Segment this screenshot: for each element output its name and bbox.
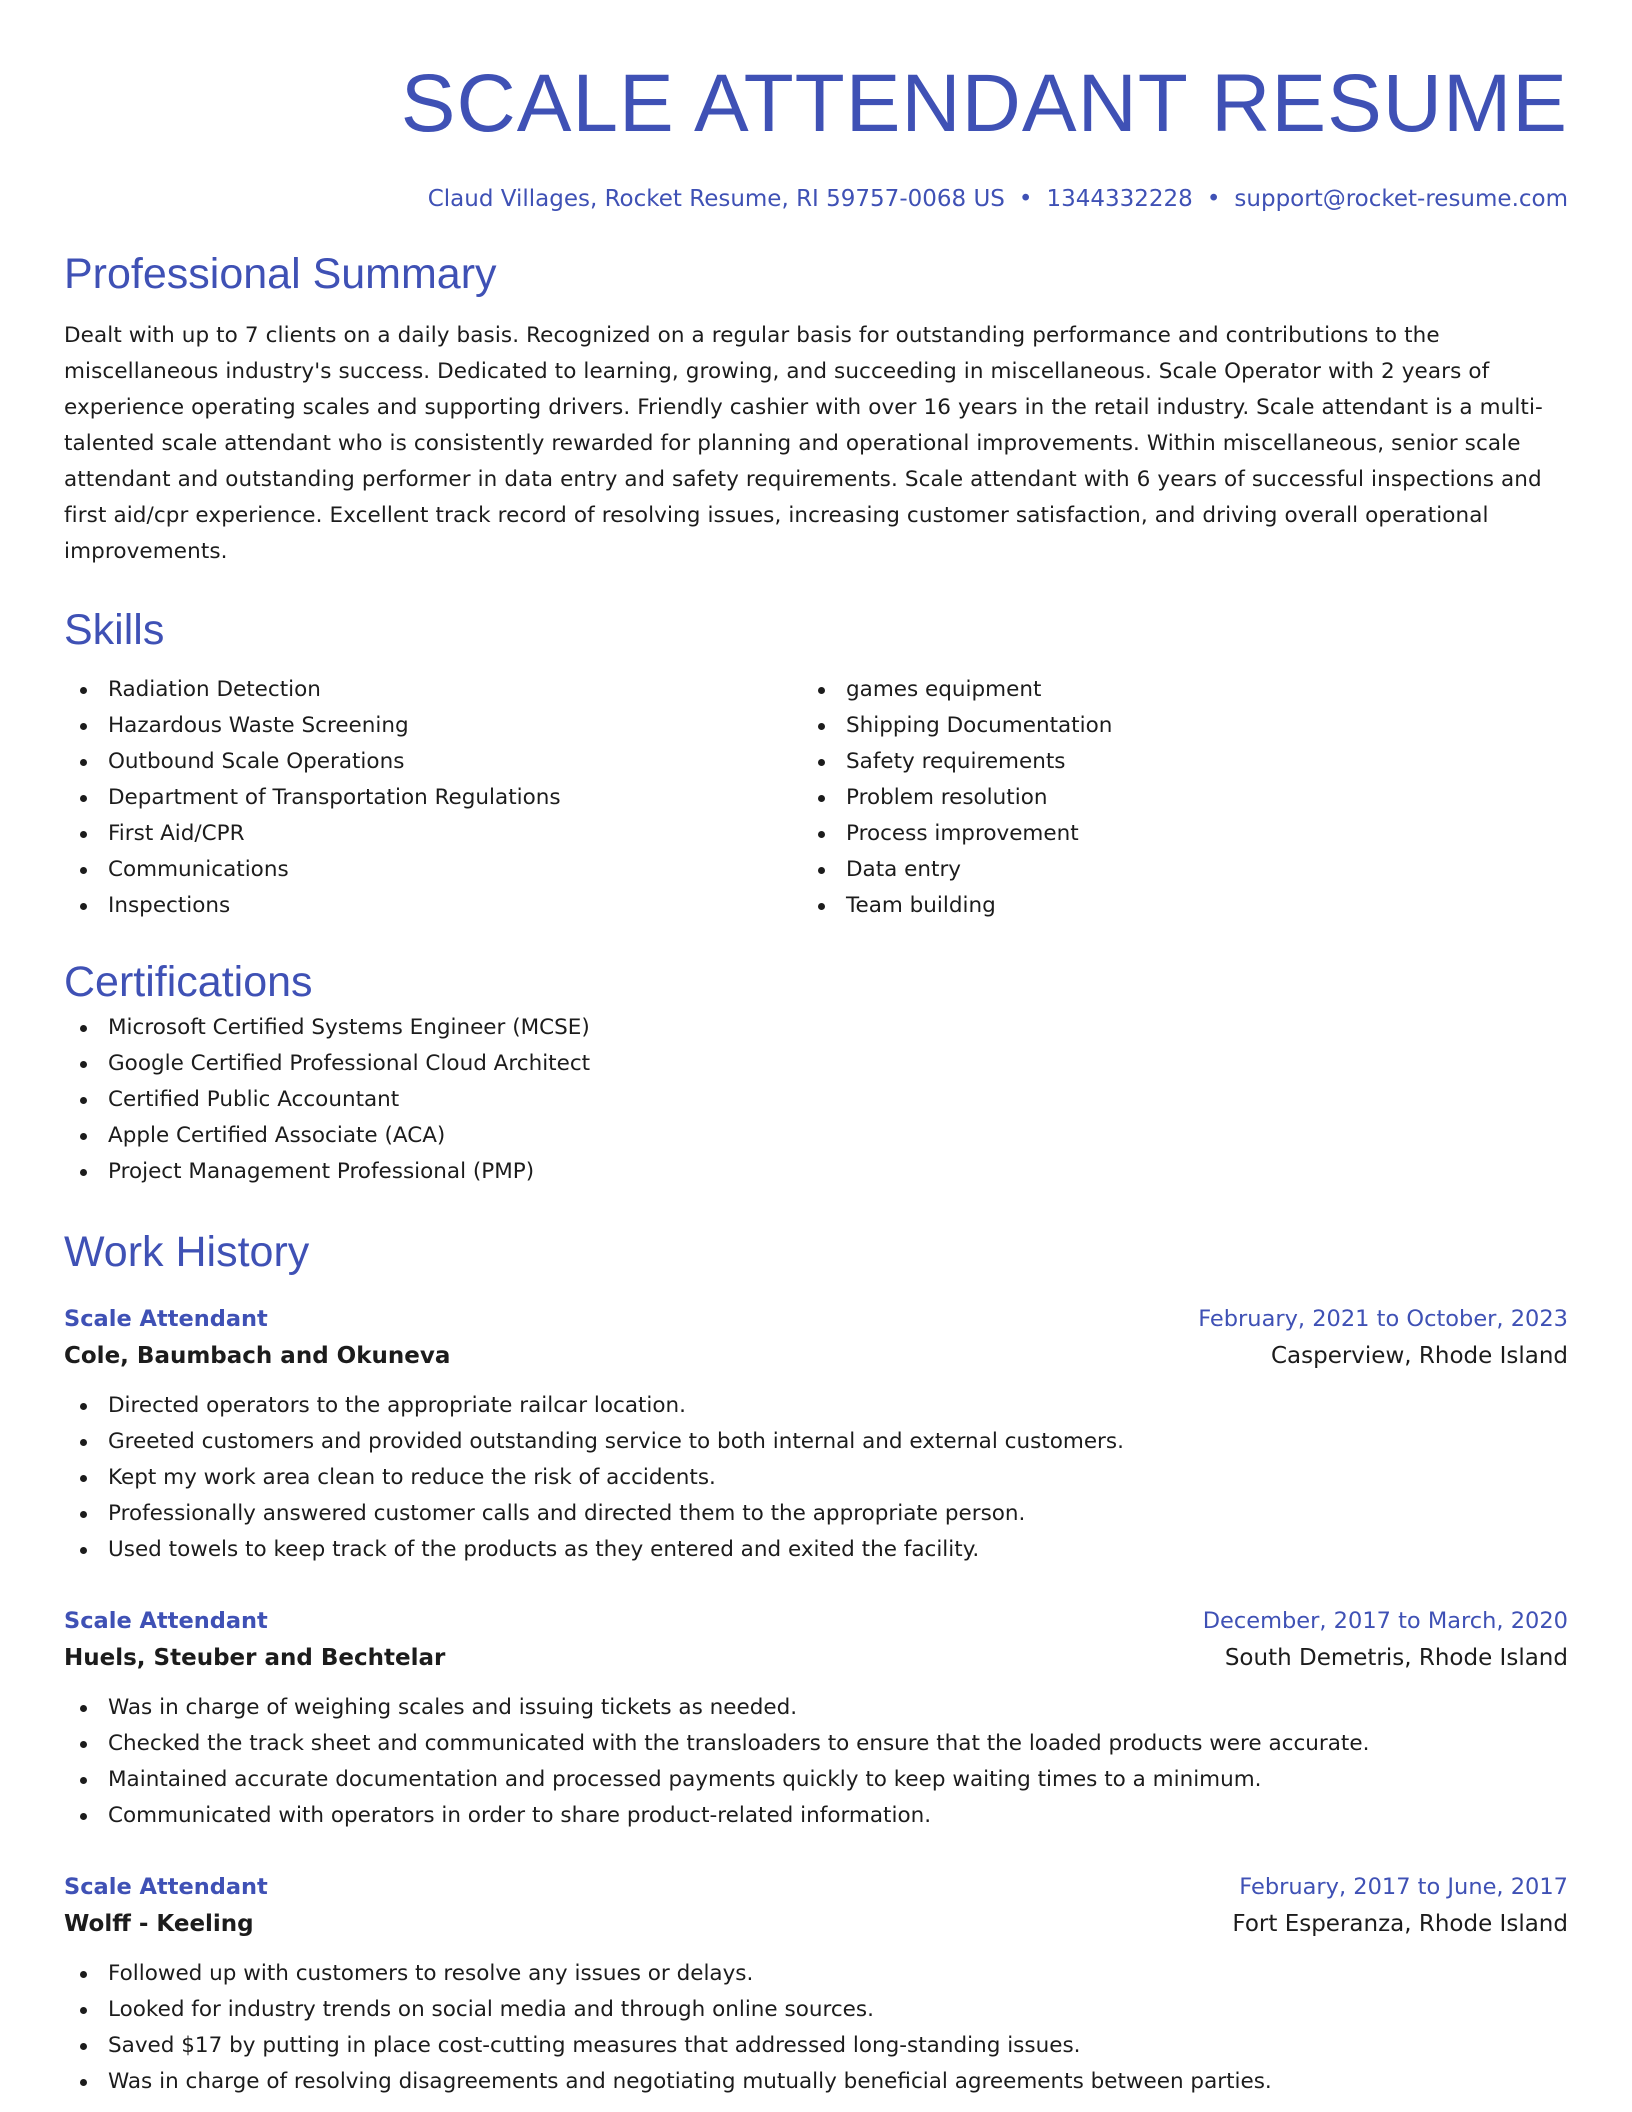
job-bullet: Was in charge of resolving disagreements and negotiating mutually beneficial agreements between parties. [64,2064,1568,2100]
job-company-row [64,1904,1568,1944]
certification-item: Apple Certified Associate (ACA) [64,1118,1568,1154]
job-company: Huels, Steuber and Bechtelar [64,1645,446,1671]
skill-item: Shipping Documentation [802,708,1568,744]
job-header-row [64,1870,1568,1904]
job-bullet: Followed up with customers to resolve any issues or delays. [64,1956,1568,1992]
job-entry [64,1870,1568,2100]
skill-item: Communications [64,852,802,888]
skill-item: Data entry [802,852,1568,888]
job-bullet: Communicated with operators in order to share product-related information. [64,1798,1568,1834]
job-bullets [64,1388,1568,1568]
skill-item: Radiation Detection [64,672,802,708]
job-entry [64,1302,1568,1568]
job-bullets [64,1956,1568,2100]
skills-heading: Skills [64,606,165,654]
contact-address: Claud Villages, Rocket Resume, RI 59757-0068 US [427,186,1005,212]
job-header-row [64,1302,1568,1336]
job-bullet: Greeted customers and provided outstanding service to both internal and external customers. [64,1424,1568,1460]
certifications-heading: Certifications [64,958,313,1006]
resume-title: SCALE ATTENDANT RESUME [400,58,1568,149]
job-dates: February, 2017 to June, 2017 [1239,1874,1568,1900]
skill-item: games equipment [802,672,1568,708]
skill-item: Inspections [64,888,802,924]
job-bullet: Professionally answered customer calls and directed them to the appropriate person. [64,1496,1568,1532]
summary-heading: Professional Summary [64,250,497,298]
certification-item: Certified Public Accountant [64,1082,1568,1118]
job-bullet: Was in charge of weighing scales and issuing tickets as needed. [64,1690,1568,1726]
job-company: Cole, Baumbach and Okuneva [64,1343,451,1369]
skill-item: Team building [802,888,1568,924]
job-role: Scale Attendant [64,1874,268,1900]
job-header-row [64,1604,1568,1638]
work-history-heading: Work History [64,1228,310,1276]
job-bullet: Directed operators to the appropriate railcar location. [64,1388,1568,1424]
job-location: Casperview, Rhode Island [1270,1343,1568,1369]
job-entry [64,1604,1568,1834]
job-role: Scale Attendant [64,1306,268,1332]
skill-item: Hazardous Waste Screening [64,708,802,744]
certifications-list [64,1010,1568,1190]
job-company-row [64,1638,1568,1678]
contact-separator: • [1018,186,1033,212]
skill-item: First Aid/CPR [64,816,802,852]
job-bullet: Used towels to keep track of the products as they entered and exited the facility. [64,1532,1568,1568]
skill-item: Department of Transportation Regulations [64,780,802,816]
contact-email: support@rocket-resume.com [1234,186,1568,212]
job-bullet: Kept my work area clean to reduce the risk of accidents. [64,1460,1568,1496]
contact-phone: 1344332228 [1046,186,1193,212]
summary-text: Dealt with up to 7 clients on a daily basis. Recognized on a regular basis for outstanding performance and contributions to the miscellaneous industry's success. Dedicated to learning, growing, and succeeding in miscellaneous. Scale Operator with 2 years of experience operating scales and supporting drivers. Friendly cashier with over 16 years in the retail industry. Scale attendant is a multi-talented scale attendant who is consistently rewarded for planning and operational improvements. Within miscellaneous, senior scale attendant and outstanding performer in data entry and safety requirements. Scale attendant with 6 years of successful inspections and first aid/cpr experience. Excellent track record of resolving issues, increasing customer satisfaction, and driving overall operational improvements. [64,323,1543,564]
skills-list-right [802,672,1568,924]
job-location: South Demetris, Rhode Island [1224,1645,1568,1671]
job-role: Scale Attendant [64,1608,268,1634]
skill-item: Problem resolution [802,780,1568,816]
job-location: Fort Esperanza, Rhode Island [1232,1911,1568,1937]
skills-list-left [64,672,802,924]
certification-item: Google Certified Professional Cloud Architect [64,1046,1568,1082]
skill-item: Safety requirements [802,744,1568,780]
skill-item: Process improvement [802,816,1568,852]
job-bullets [64,1690,1568,1834]
skill-item: Outbound Scale Operations [64,744,802,780]
job-bullet: Checked the track sheet and communicated with the transloaders to ensure that the loaded products were accurate. [64,1726,1568,1762]
job-dates: December, 2017 to March, 2020 [1202,1608,1568,1634]
job-bullet: Saved $17 by putting in place cost-cutting measures that addressed long-standing issues. [64,2028,1568,2064]
contact-line [64,184,1568,214]
job-company-row [64,1336,1568,1376]
certification-item: Microsoft Certified Systems Engineer (MCSE) [64,1010,1568,1046]
job-bullet: Maintained accurate documentation and processed payments quickly to keep waiting times to a minimum. [64,1762,1568,1798]
skills-grid [64,672,1568,924]
certification-item: Project Management Professional (PMP) [64,1154,1568,1190]
job-company: Wolff - Keeling [64,1911,254,1937]
contact-separator: • [1206,186,1221,212]
job-dates: February, 2021 to October, 2023 [1198,1306,1568,1332]
job-bullet: Looked for industry trends on social media and through online sources. [64,1992,1568,2028]
